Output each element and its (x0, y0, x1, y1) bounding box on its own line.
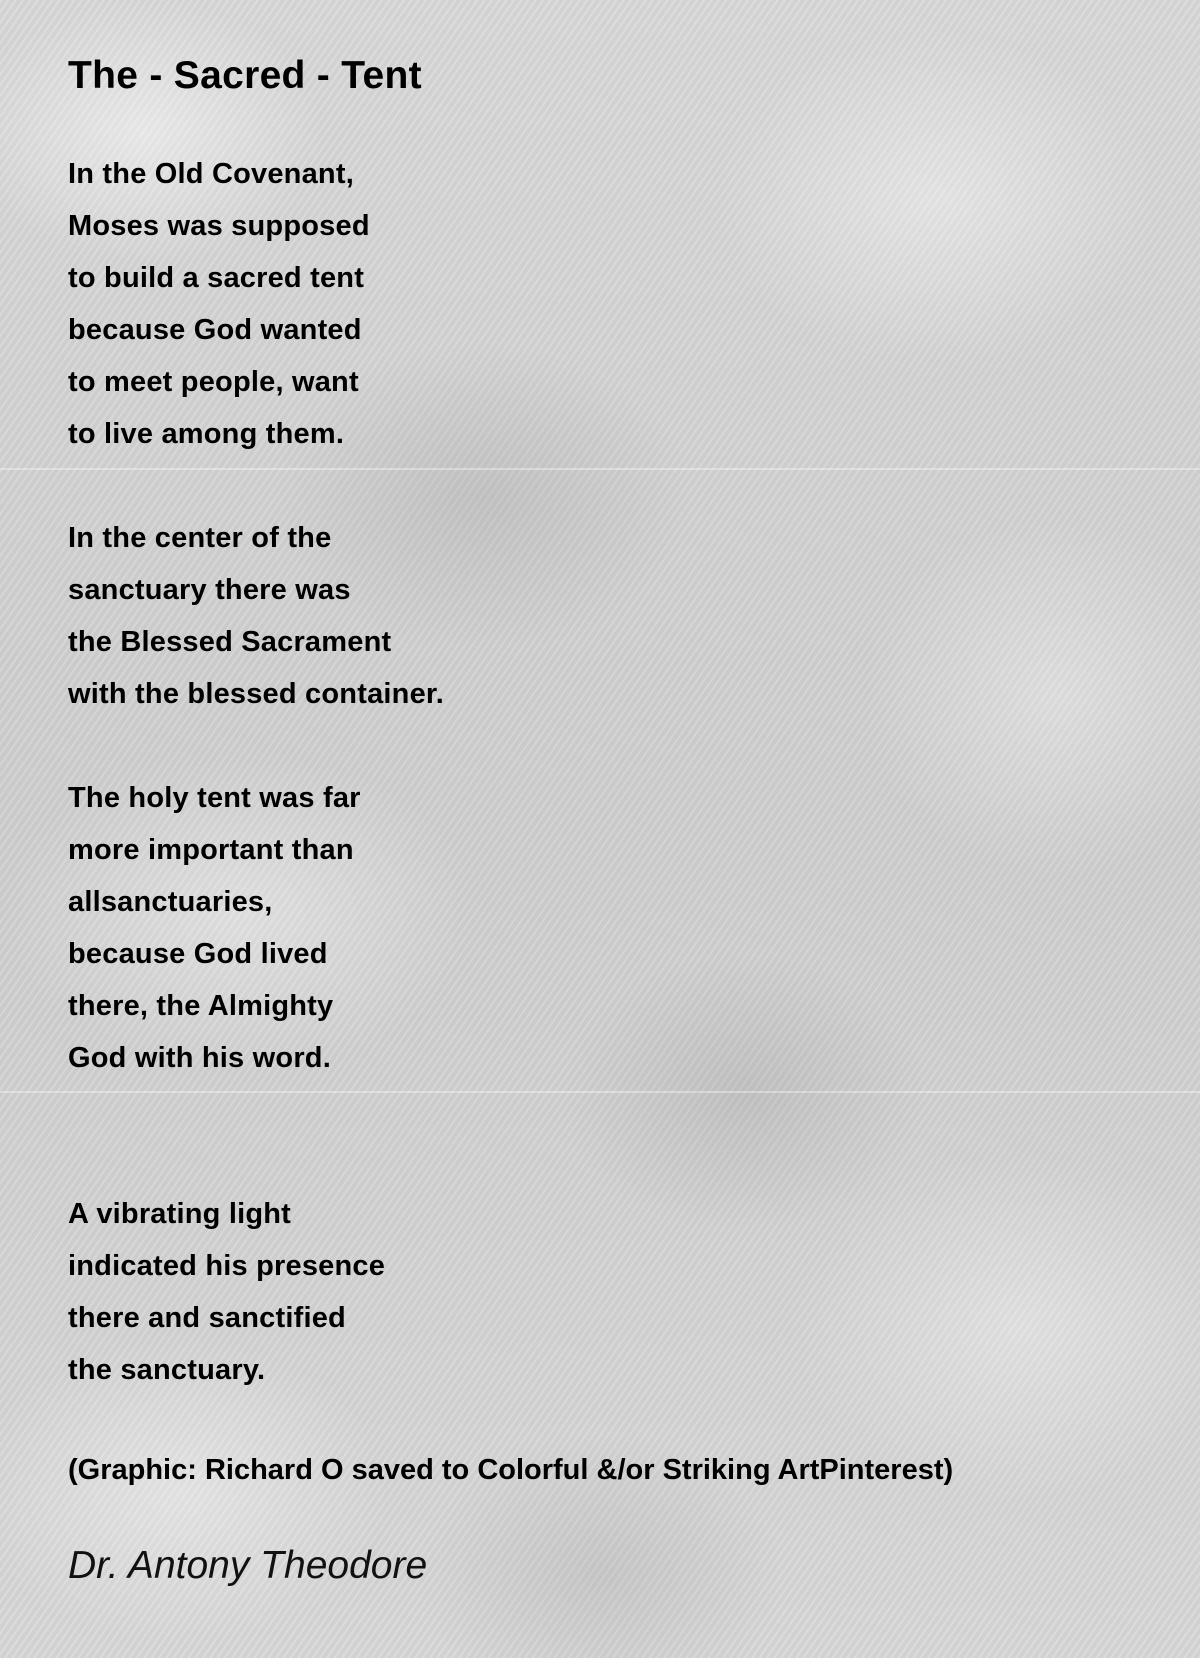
poem-line: God with his word. (68, 1042, 331, 1074)
poem-line: more important than (68, 834, 354, 866)
poem-line: A vibrating light (68, 1198, 292, 1230)
poem-line: there and sanctified (68, 1302, 346, 1334)
poem-body (68, 148, 1168, 1496)
poem-line: with the blessed container. (68, 678, 445, 710)
poem-line: the Blessed Sacrament (68, 626, 392, 658)
stanza-2 (68, 512, 1168, 720)
graphic-credit: (Graphic: Richard O saved to Colorful &/or Striking ArtPinterest) (68, 1454, 954, 1486)
poem-line: indicated his presence (68, 1250, 386, 1282)
poem-line: sanctuary there was (68, 574, 351, 606)
poem-line: In the center of the (68, 522, 332, 554)
poem-line: to meet people, want (68, 366, 359, 398)
stanza-1 (68, 148, 1168, 460)
poem-line: because God wanted (68, 314, 362, 346)
stanza-4 (68, 1188, 1168, 1396)
poem-line: In the Old Covenant, (68, 158, 354, 190)
poem-line: Moses was supposed (68, 210, 370, 242)
poem-author: Dr. Antony Theodore (68, 1544, 428, 1587)
poem-title: The - Sacred - Tent (68, 54, 422, 97)
poem-content (68, 52, 1168, 1592)
poem-line: because God lived (68, 938, 328, 970)
poem-line: the sanctuary. (68, 1354, 266, 1386)
stanza-3 (68, 772, 1168, 1084)
poem-line: to build a sacred tent (68, 262, 365, 294)
poem-line: to live among them. (68, 418, 345, 450)
poem-line: The holy tent was far (68, 782, 361, 814)
poem-line: there, the Almighty (68, 990, 334, 1022)
poem-line: allsanctuaries, (68, 886, 273, 918)
